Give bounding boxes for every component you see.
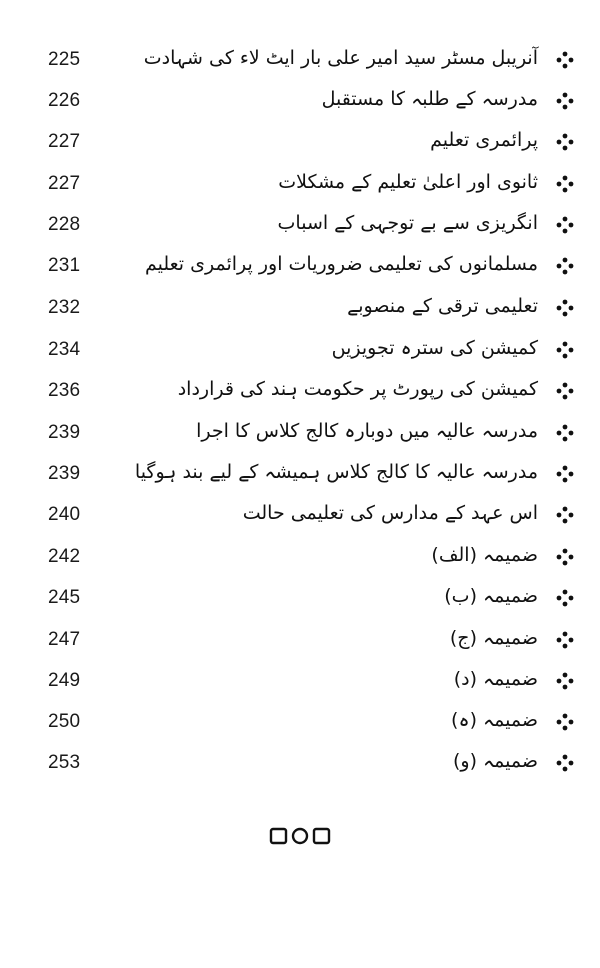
page-number: 225 — [48, 49, 81, 70]
page-number: 247 — [48, 629, 81, 650]
page-number: 239 — [48, 463, 81, 484]
table-of-contents — [0, 40, 600, 780]
page-number: 227 — [48, 173, 81, 194]
page-number: 253 — [48, 752, 81, 773]
diamond-bullet-icon — [556, 506, 574, 524]
toc-entry — [0, 537, 600, 577]
diamond-bullet-icon — [556, 257, 574, 275]
entry-title: مدرسہ عالیہ کا کالج کلاس ہمیشہ کے لیے بند ہوگیا — [134, 461, 538, 483]
entry-title: ضمیمہ (د) — [453, 668, 538, 690]
entry-title: ضمیمہ (ہ) — [451, 709, 538, 731]
toc-entry — [0, 454, 600, 494]
toc-entry — [0, 122, 600, 162]
toc-entry — [0, 413, 600, 453]
toc-entry — [0, 246, 600, 286]
page-number: 232 — [48, 297, 81, 318]
page-number: 250 — [48, 711, 81, 732]
diamond-bullet-icon — [556, 713, 574, 731]
entry-title: ثانوی اور اعلیٰ تعلیم کے مشکلات — [278, 171, 538, 193]
toc-entry — [0, 371, 600, 411]
page-number: 249 — [48, 670, 81, 691]
entry-title: انگریزی سے بے توجہی کے اسباب — [277, 212, 538, 234]
diamond-bullet-icon — [556, 754, 574, 772]
toc-entry — [0, 620, 600, 660]
toc-entry — [0, 743, 600, 783]
toc-entry — [0, 81, 600, 121]
toc-entry — [0, 495, 600, 535]
diamond-bullet-icon — [556, 133, 574, 151]
entry-title: کمیشن کی رپورٹ پر حکومت ہند کی قرارداد — [177, 378, 538, 400]
entry-title: ضمیمہ (ج) — [449, 627, 538, 649]
diamond-bullet-icon — [556, 92, 574, 110]
diamond-bullet-icon — [556, 631, 574, 649]
diamond-bullet-icon — [556, 341, 574, 359]
page-number: 242 — [48, 546, 81, 567]
entry-title: ضمیمہ (ب) — [444, 585, 538, 607]
diamond-bullet-icon — [556, 548, 574, 566]
diamond-bullet-icon — [556, 589, 574, 607]
page-number: 239 — [48, 422, 81, 443]
entry-title: ضمیمہ (الف) — [431, 544, 538, 566]
page-number: 231 — [48, 255, 81, 276]
square-circle-square-ornament-icon — [0, 826, 600, 846]
diamond-bullet-icon — [556, 382, 574, 400]
diamond-bullet-icon — [556, 51, 574, 69]
entry-title: ضمیمہ (و) — [452, 750, 538, 772]
page-number: 240 — [48, 504, 81, 525]
page-number: 228 — [48, 214, 81, 235]
entry-title: مدرسہ کے طلبہ کا مستقبل — [321, 88, 538, 110]
diamond-bullet-icon — [556, 175, 574, 193]
entry-title: تعلیمی ترقی کے منصوبے — [347, 295, 538, 317]
toc-entry — [0, 205, 600, 245]
page-number: 227 — [48, 131, 81, 152]
entry-title: مدرسہ عالیہ میں دوبارہ کالج کلاس کا اجرا — [196, 420, 538, 442]
page-number: 236 — [48, 380, 81, 401]
toc-entry — [0, 330, 600, 370]
entry-title: کمیشن کی سترہ تجویزیں — [331, 337, 538, 359]
page-number: 245 — [48, 587, 81, 608]
diamond-bullet-icon — [556, 299, 574, 317]
toc-entry — [0, 578, 600, 618]
diamond-bullet-icon — [556, 465, 574, 483]
entry-title: اس عہد کے مدارس کی تعلیمی حالت — [242, 502, 538, 524]
entry-title: آنریبل مسٹر سید امیر علی بار ایٹ لاء کی شہادت — [143, 47, 538, 69]
toc-entry — [0, 702, 600, 742]
entry-title: مسلمانوں کی تعلیمی ضروریات اور پرائمری تعلیم — [144, 253, 538, 275]
page-number: 234 — [48, 339, 81, 360]
diamond-bullet-icon — [556, 672, 574, 690]
diamond-bullet-icon — [556, 216, 574, 234]
page-number: 226 — [48, 90, 81, 111]
entry-title: پرائمری تعلیم — [430, 129, 538, 151]
diamond-bullet-icon — [556, 424, 574, 442]
toc-entry — [0, 288, 600, 328]
toc-entry — [0, 40, 600, 80]
toc-entry — [0, 164, 600, 204]
toc-entry — [0, 661, 600, 701]
